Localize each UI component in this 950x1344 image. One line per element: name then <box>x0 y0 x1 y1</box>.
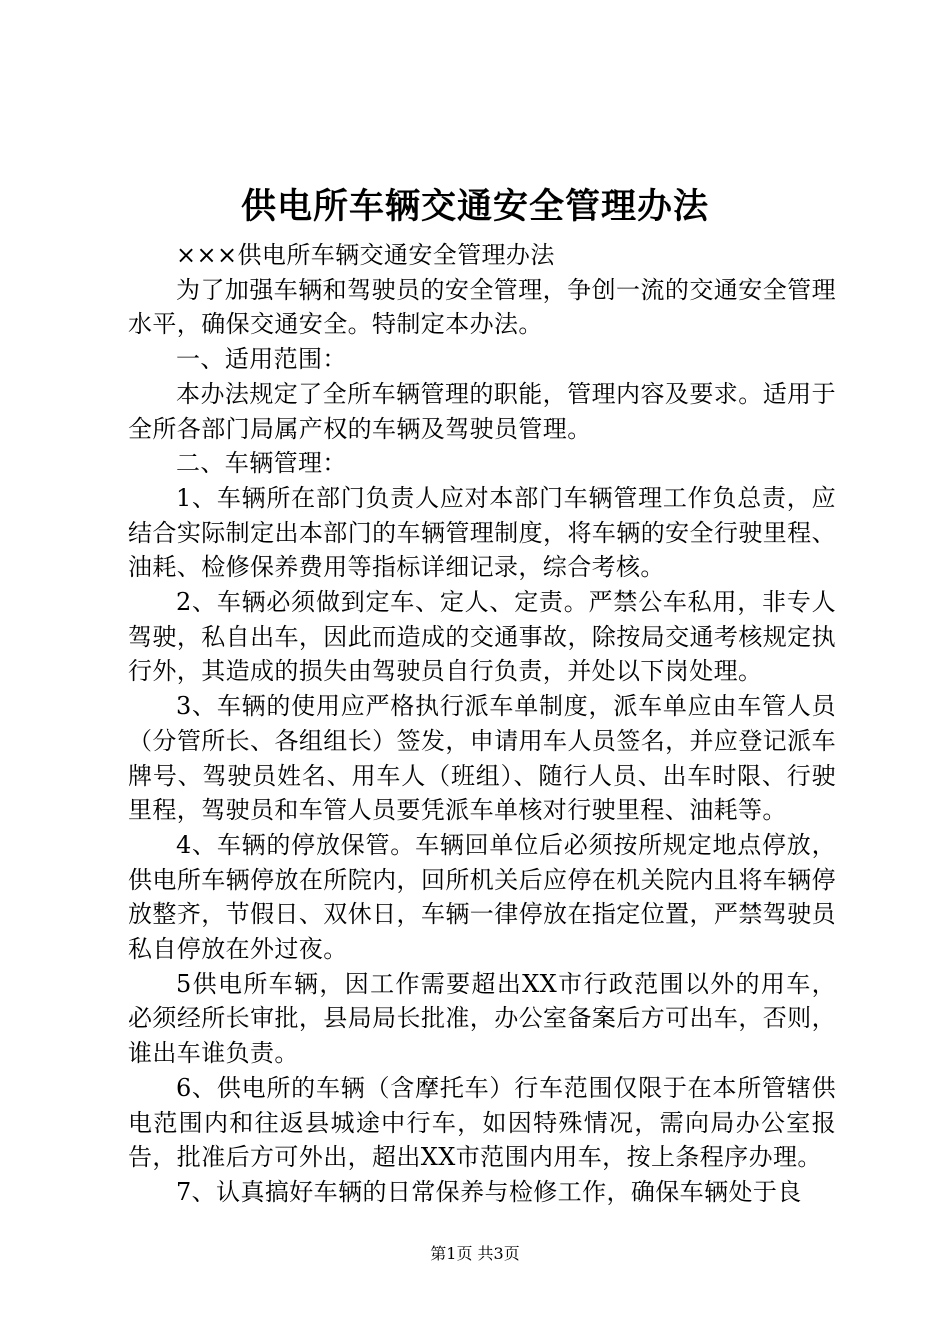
section-heading-vehicle-management: 二、车辆管理： <box>176 449 347 478</box>
paragraph-item-4: 4、车辆的停放保管。车辆回单位后必须按所规定地点停放，供电所车辆停放在所院内，回所机关后应停在机关院内且将车辆停放整齐，节假日、双休日，车辆一律停放在指定位置，严禁驾驶员私自停放在外过夜。 <box>128 830 836 964</box>
paragraph-item-5: 5供电所车辆，因工作需要超出XX市行政范围以外的用车，必须经所长审批，县局局长批准，办公室备案后方可出车，否则，谁出车谁负责。 <box>128 969 836 1068</box>
paragraph-intro: 为了加强车辆和驾驶员的安全管理，争创一流的交通安全管理水平，确保交通安全。特制定本办法。 <box>128 275 836 339</box>
page-number-footer: 第1页 共3页 <box>430 1244 520 1263</box>
paragraph-item-2: 2、车辆必须做到定车、定人、定责。严禁公车私用，非专人驾驶，私自出车，因此而造成的交通事故，除按局交通考核规定执行外，其造成的损失由驾驶员自行负责，并处以下岗处理。 <box>128 588 836 686</box>
paragraph-scope: 本办法规定了全所车辆管理的职能，管理内容及要求。适用于全所各部门局属产权的车辆及驾驶员管理。 <box>128 379 836 443</box>
paragraph-item-3: 3、车辆的使用应严格执行派车单制度，派车单应由车管人员（分管所长、各组组长）签发，申请用车人员签名，并应登记派车牌号、驾驶员姓名、用车人（班组）、随行人员、出车时限、行驶里程，驾驶员和车管人员要凭派车单核对行驶里程、油耗等。 <box>128 692 836 825</box>
paragraph-subtitle: ×××供电所车辆交通安全管理办法 <box>176 241 555 269</box>
paragraph-item-7: 7、认真搞好车辆的日常保养与检修工作，确保车辆处于良 <box>176 1177 802 1206</box>
document-title: 供电所车辆交通安全管理办法 <box>240 186 709 227</box>
paragraph-item-1: 1、车辆所在部门负责人应对本部门车辆管理工作负总责，应结合实际制定出本部门的车辆管理制度，将车辆的安全行驶里程、油耗、检修保养费用等指标详细记录，综合考核。 <box>128 483 836 582</box>
document-body <box>128 238 836 1210</box>
section-heading-scope: 一、适用范围： <box>176 345 347 374</box>
paragraph-item-6: 6、供电所的车辆（含摩托车）行车范围仅限于在本所管辖供电范围内和往返县城途中行车，如因特殊情况，需向局办公室报告，批准后方可外出，超出XX市范围内用车，按上条程序办理。 <box>128 1073 836 1172</box>
